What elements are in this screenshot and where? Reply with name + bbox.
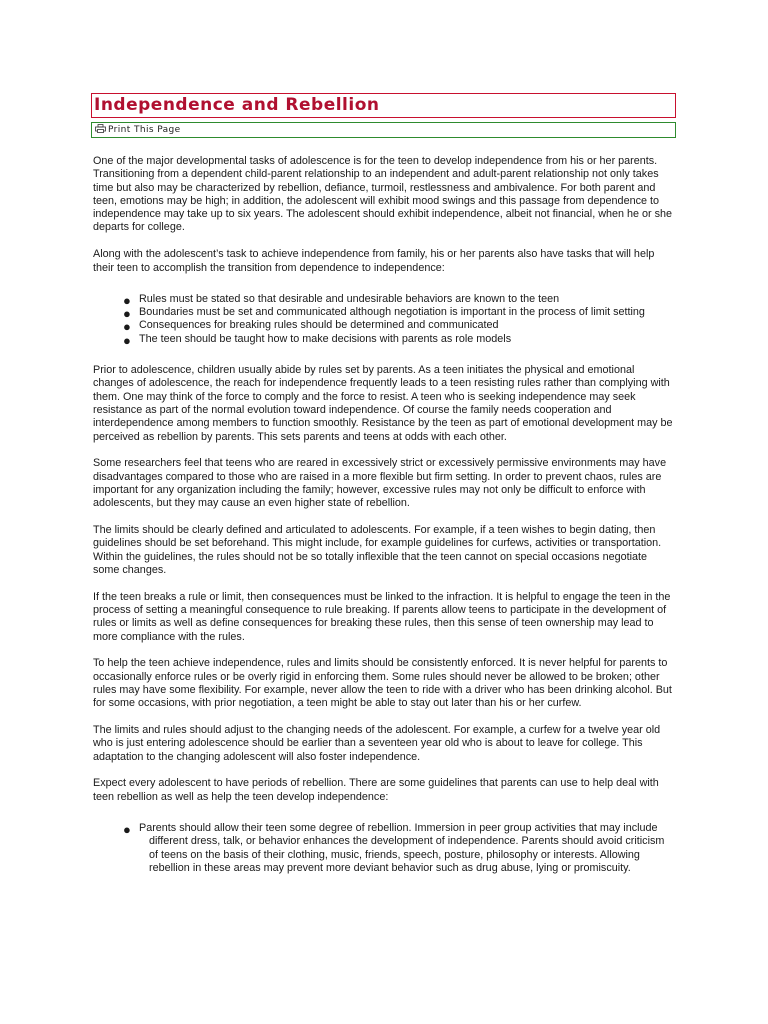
bullet-icon: ● (123, 319, 131, 335)
list-item: ● Consequences for breaking rules should be determined and communicated (123, 319, 499, 335)
bullet-icon: ● (123, 332, 131, 348)
print-label: Print This Page (108, 125, 181, 135)
bullet-icon: ● (123, 822, 131, 838)
bullet-icon: ● (123, 306, 131, 322)
paragraph-8: The limits and rules should adjust to the changing needs of the adolescent. For example, a curfew for a twelve year old who is just entering adolescence should be earlier than a seventeen year old who is about to leave for college. This adaptation to the changing adolescent will also foster independence. (93, 724, 661, 763)
bullet-icon: ● (123, 292, 131, 308)
paragraph-9: Expect every adolescent to have periods of rebellion. There are some guidelines that parents can use to help deal with teen rebellion as well as help the teen develop independence: (93, 777, 659, 803)
printer-icon (95, 124, 106, 133)
list-item: ● Rules must be stated so that desirable and undesirable behaviors are known to the teen (123, 292, 560, 308)
title-box (91, 93, 676, 118)
list-item: ● Boundaries must be set and communicated although negotiation is important in the process of limit setting (123, 306, 645, 322)
paragraph-2: Along with the adolescent’s task to achieve independence from family, his or her parents also have tasks that will help their teen to accomplish the transition from dependence to independence: (93, 248, 655, 274)
rebellion-guidelines-list (93, 822, 675, 875)
list-item: ● The teen should be taught how to make decisions with parents as role models (123, 332, 512, 348)
paragraph-1: One of the major developmental tasks of adolescence is for the teen to develop independence from his or her parents. Transitioning from a dependent child-parent relationship to an independent and adult-parent relationship not only takes time but also may be characterized by rebellion, defiance, turmoil, restlessness and ambivalence. For both parent and teen, emotions may be high; in addition, the adolescent will exhibit mood swings and this passage from dependence to independence may take up to six years. The adolescent should exhibit independence, albeit not financial, when he or she departs for college. (93, 155, 673, 234)
paragraph-5: The limits should be clearly defined and articulated to adolescents. For example, if a teen wishes to begin dating, then guidelines should be set beforehand. This might include, for example guidelines for curfews, activities or transportation. Within the guidelines, the rules should not be so totally inflexible that the teen cannot on special occasions negotiate some changes. (93, 524, 662, 576)
print-this-page-link[interactable] (95, 123, 181, 137)
paragraph-7: To help the teen achieve independence, rules and limits should be consistently enforced. It is never helpful for parents to occasionally enforce rules or be overly rigid in enforcing them. Some rules should never be allowed to be broken; other rules may have some flexibility. For example, never allow the teen to ride with a driver who has been drinking alcohol. But for some occasions, with prior negotiation, a teen might be able to stay out later than his or her curfew. (93, 657, 672, 710)
print-bar (91, 122, 676, 138)
article-body (93, 155, 675, 889)
list-item: ● Parents should allow their teen some degree of rebellion. Immersion in peer group activities that may include different dress, talk, or behavior enhances the development of independence. Parents should avoid criticism of teens on the basis of their clothing, music, friends, speech, posture, philosophy or interests. Allowing rebellion in these areas may prevent more deviant behavior such as drug abuse, lying or promiscuity. (123, 822, 665, 874)
paragraph-6: If the teen breaks a rule or limit, then consequences must be linked to the infraction. It is helpful to engage the teen in the process of setting a meaningful consequence to rule breaking. If parents allow teens to participate in the development of rules or limits as well as define consequences for breaking these rules, then this sense of teen ownership may lead to more compliance with the rules. (93, 590, 671, 643)
paragraph-3: Prior to adolescence, children usually abide by rules set by parents. As a teen initiates the physical and emotional changes of adolescence, the reach for independence frequently leads to a teen resisting rules rather than complying with them. One may think of the force to comply and the force to resist. A teen who is seeking independence may seek resistance as part of the normal evolution toward independence. Of course the family needs cooperation and interdependence among members to function smoothly. Resistance by the teen as part of emotional development may be perceived as rebellion by parents. This sets parents and teens at odds with each other. (93, 364, 673, 443)
paragraph-4: Some researchers feel that teens who are reared in excessively strict or excessively permissive environments may have disadvantages compared to those who are raised in a more flexible but firm setting. In order to prevent chaos, rules are important for any organization including the family; however, excessive rules may not only be difficult to enforce with adolescents, but they may cause an even higher state of rebellion. (93, 457, 667, 510)
page-title: Independence and Rebellion (94, 95, 380, 115)
parent-tasks-list (93, 293, 675, 346)
